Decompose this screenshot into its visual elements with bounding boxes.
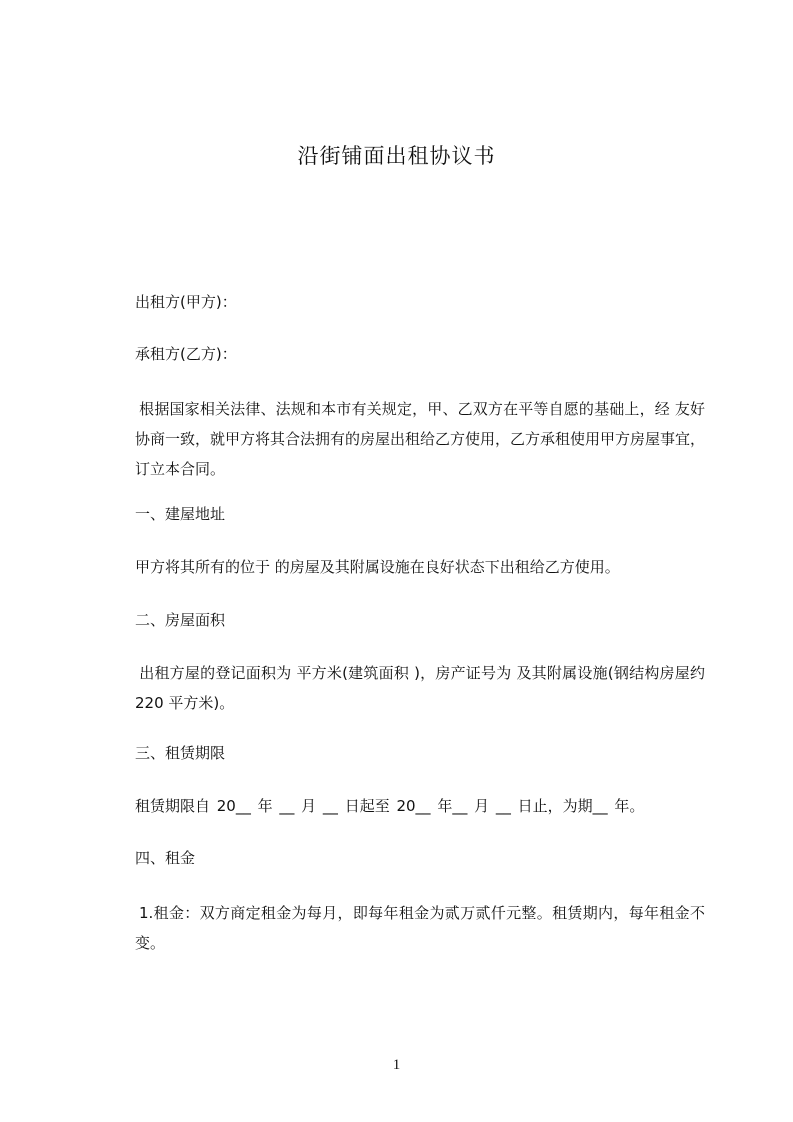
section-body-rent [135, 898, 705, 958]
section-heading-address: 一、建屋地址 [135, 505, 226, 523]
section-body-area [135, 658, 705, 718]
page-number: 1 [392, 1057, 401, 1073]
lessee-line: 承租方(乙方)： [135, 345, 237, 363]
section-body-rent-text: 1.租金：双方商定租金为每月，即每年租金为贰万贰仟元整。租赁期内，每年租金不变。 [135, 904, 705, 952]
section-body-term: 租赁期限自 20__ 年 __ 月 __ 日起至 20__ 年__ 月 __ 日止，为期__ 年。 [135, 797, 645, 815]
section-heading-area: 二、房屋面积 [135, 611, 226, 629]
lessor-line: 出租方(甲方)： [135, 293, 237, 311]
preamble-paragraph [135, 394, 705, 484]
section-heading-rent: 四、租金 [135, 849, 196, 867]
preamble-text: 根据国家相关法律、法规和本市有关规定，甲、乙双方在平等自愿的基础上，经 友好协商一致，就甲方将其合法拥有的房屋出租给乙方使用，乙方承租使用甲方房屋事宜，订立本合同。 [135, 400, 706, 478]
section-body-address: 甲方将其所有的位于 的房屋及其附属设施在良好状态下出租给乙方使用。 [135, 558, 620, 576]
section-body-area-text: 出租方屋的登记面积为 平方米(建筑面积 )，房产证号为 及其附属设施(钢结构房屋约 220 平方米)。 [135, 664, 705, 712]
document-title: 沿街铺面出租协议书 [297, 144, 496, 168]
section-heading-term: 三、租赁期限 [135, 744, 226, 762]
